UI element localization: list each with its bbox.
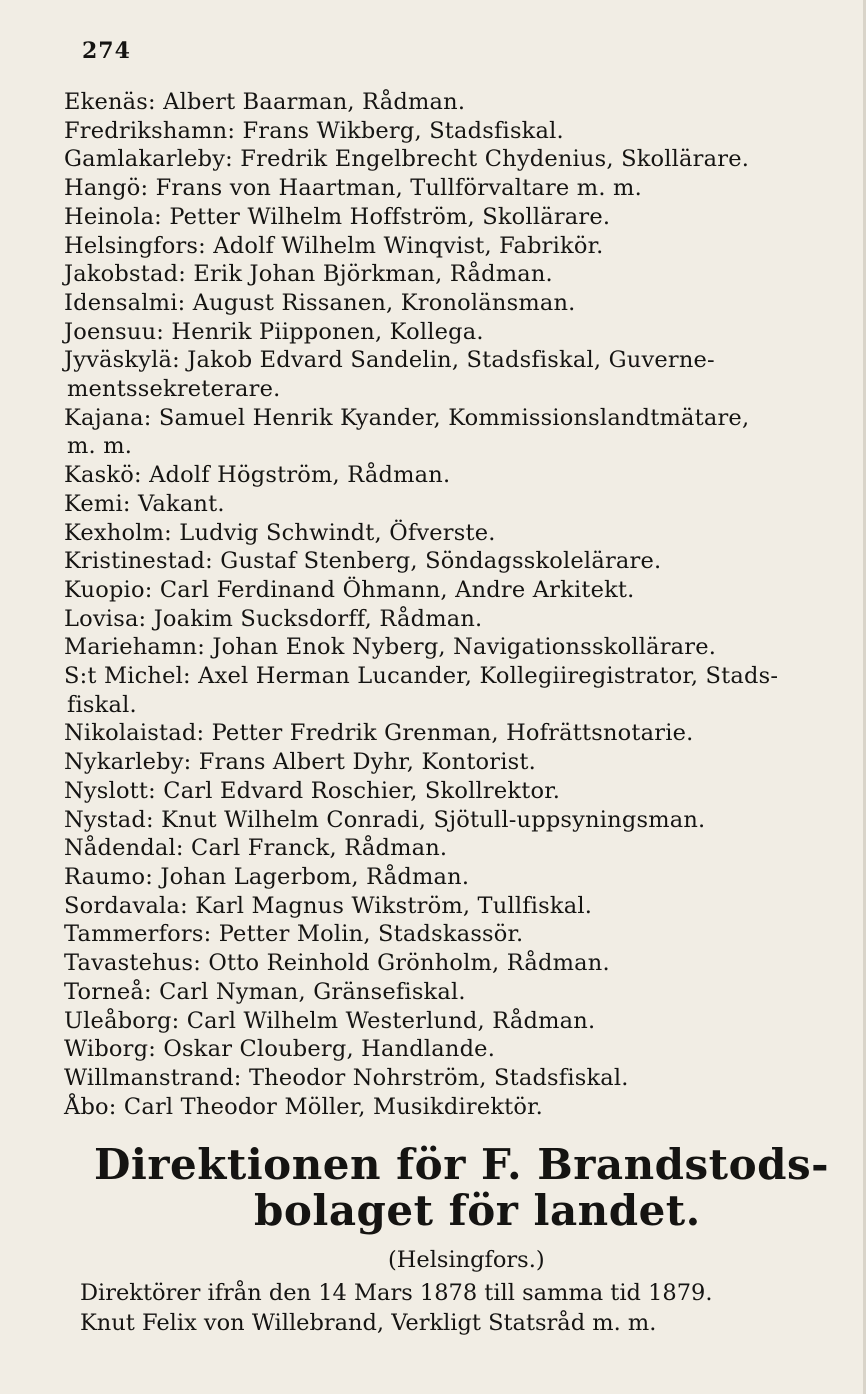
- entry-text: Tavastehus: Otto Reinhold Grönholm, Rådman.: [64, 950, 610, 977]
- list-item: [64, 1035, 854, 1064]
- entry-continuation: fiskal.: [67, 691, 137, 718]
- entry-text: Ekenäs: Albert Baarman, Rådman.: [64, 89, 466, 115]
- list-item: [64, 748, 854, 777]
- entry-text: Helsingfors: Adolf Wilhelm Winqvist, Fabrikör.: [64, 232, 604, 259]
- entry-text: Jakobstad: Erik Johan Björkman, Rådman.: [64, 261, 553, 288]
- entry-text: Idensalmi: August Rissanen, Kronolänsman.: [64, 289, 576, 316]
- list-item: [64, 777, 854, 806]
- entry-text: Nykarleby: Frans Albert Dyhr, Kontorist.: [64, 749, 536, 776]
- section-body: [80, 1279, 840, 1338]
- page-number: 274: [82, 38, 131, 64]
- section-line: Direktörer ifrån den 14 Mars 1878 till samma tid 1879.: [80, 1280, 713, 1306]
- list-item: [64, 88, 854, 117]
- list-item: [64, 1093, 854, 1122]
- list-item: [64, 289, 854, 318]
- list-item: [64, 863, 854, 892]
- list-item: [64, 145, 854, 174]
- entry-text: Åbo: Carl Theodor Möller, Musikdirektör.: [64, 1093, 543, 1120]
- list-item: [64, 519, 854, 548]
- list-item: [64, 662, 854, 719]
- section-heading-line1: Direktionen för F. Brandstods-: [94, 1140, 830, 1189]
- entry-text: Kemi: Vakant.: [64, 490, 225, 517]
- section-line: Knut Felix von Willebrand, Verkligt Statsråd m. m.: [80, 1309, 657, 1336]
- list-item: [64, 978, 854, 1007]
- list-item: [64, 203, 854, 232]
- entry-text: Willmanstrand: Theodor Nohrström, Stadsfiskal.: [64, 1064, 629, 1091]
- entry-list: [64, 88, 854, 1121]
- list-item: [64, 117, 854, 146]
- entry-text: Kuopio: Carl Ferdinand Öhmann, Andre Arkitekt.: [64, 576, 635, 603]
- section-heading-line2: bolaget för landet.: [254, 1186, 701, 1235]
- entry-text: Torneå: Carl Nyman, Gränsefiskal.: [64, 978, 466, 1005]
- list-item: [64, 576, 854, 605]
- list-item: [64, 633, 854, 662]
- entry-text: Gamlakarleby: Fredrik Engelbrecht Chydenius, Skollärare.: [64, 146, 750, 173]
- entry-text: Hangö: Frans von Haartman, Tullförvaltare m. m.: [64, 175, 642, 202]
- entry-text: Lovisa: Joakim Sucksdorff, Rådman.: [64, 605, 483, 632]
- entry-continuation: mentssekreterare.: [67, 376, 281, 403]
- list-item: [64, 1064, 854, 1093]
- list-item: [64, 719, 854, 748]
- entry-text: S:t Michel: Axel Herman Lucander, Kollegiiregistrator, Stads-: [64, 663, 779, 690]
- list-item: [64, 461, 854, 490]
- list-item: [64, 806, 854, 835]
- list-item: [64, 490, 854, 519]
- list-item: [64, 346, 854, 403]
- entry-text: Sordavala: Karl Magnus Wikström, Tullfiskal.: [64, 892, 593, 919]
- list-item: [64, 404, 854, 461]
- entry-text: Wiborg: Oskar Clouberg, Handlande.: [64, 1036, 496, 1063]
- entry-text: Kajana: Samuel Henrik Kyander, Kommissionslandtmätare,: [64, 404, 750, 431]
- list-item: [64, 260, 854, 289]
- list-item: [64, 834, 854, 863]
- list-item: [64, 232, 854, 261]
- entry-text: Nyslott: Carl Edvard Roschier, Skollrektor.: [64, 777, 561, 804]
- entry-text: Kristinestad: Gustaf Stenberg, Söndagsskolelärare.: [64, 548, 662, 575]
- entry-text: Fredrikshamn: Frans Wikberg, Stadsfiskal.: [64, 117, 564, 144]
- entry-text: Heinola: Petter Wilhelm Hoffström, Skollärare.: [64, 203, 611, 230]
- section-heading: [94, 1142, 854, 1234]
- list-item: [64, 892, 854, 921]
- entry-text: Nikolaistad: Petter Fredrik Grenman, Hofrättsnotarie.: [64, 720, 694, 747]
- entry-text: Raumo: Johan Lagerbom, Rådman.: [64, 863, 470, 890]
- list-item: [64, 920, 854, 949]
- entry-text: Nystad: Knut Wilhelm Conradi, Sjötull-uppsyningsman.: [64, 806, 706, 833]
- entry-text: Tammerfors: Petter Molin, Stadskassör.: [64, 921, 524, 948]
- list-item: [64, 174, 854, 203]
- list-item: [64, 1007, 854, 1036]
- list-item: [64, 605, 854, 634]
- entry-text: Joensuu: Henrik Piipponen, Kollega.: [64, 318, 484, 345]
- entry-text: Kaskö: Adolf Högström, Rådman.: [64, 462, 451, 489]
- entry-text: Kexholm: Ludvig Schwindt, Öfverste.: [64, 519, 496, 546]
- entry-text: Jyväskylä: Jakob Edvard Sandelin, Stadsfiskal, Guverne-: [64, 347, 715, 374]
- list-item: [64, 547, 854, 576]
- section-city: (Helsingfors.): [388, 1247, 545, 1273]
- entry-text: Nådendal: Carl Franck, Rådman.: [64, 835, 448, 862]
- entry-text: Uleåborg: Carl Wilhelm Westerlund, Rådman.: [64, 1007, 596, 1034]
- entry-text: Mariehamn: Johan Enok Nyberg, Navigationsskollärare.: [64, 634, 717, 661]
- list-item: [64, 318, 854, 347]
- entry-continuation: m. m.: [67, 433, 133, 460]
- list-item: [64, 949, 854, 978]
